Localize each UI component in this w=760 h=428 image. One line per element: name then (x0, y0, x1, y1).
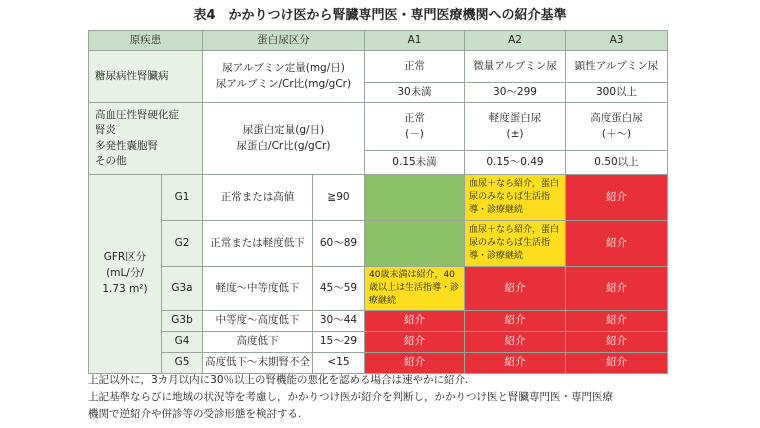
other-a1-sub: (－) (405, 127, 424, 140)
other-a3-range: 0.50以上 (566, 151, 668, 175)
other-a1-range: 0.15未満 (365, 151, 465, 175)
diabetes-a1-range: 30未満 (365, 83, 465, 103)
cell-g4-a1: 紹介 (365, 332, 465, 353)
gfr-label-2: (mL/分/ (106, 267, 144, 280)
cell-g2-a2: 血尿＋なら紹介，蛋白尿のみならば生活指導・診療継続 (465, 221, 566, 267)
header-a1: A1 (365, 31, 465, 51)
other-a3-label: 高度蛋白尿 (590, 111, 643, 124)
gfr-row-g1 (89, 175, 668, 221)
header-a2: A2 (465, 31, 566, 51)
diabetes-row (89, 51, 668, 83)
gfr-row-g5 (89, 353, 668, 374)
other-label (89, 103, 203, 175)
other-a2-name (465, 103, 566, 151)
referral-criteria-table (88, 30, 668, 374)
footnote-line-1: 上記以外に，3カ月以内に30％以上の腎機能の悪化を認める場合は速やかに紹介. (88, 374, 469, 386)
other-a1-name (365, 103, 465, 151)
gfr-range: 60～89 (313, 221, 365, 267)
gfr-desc: 正常または高値 (203, 175, 313, 221)
diabetes-measure-1: 尿アルブミン定量(mg/日) (222, 61, 345, 74)
cell-g3b-a1: 紹介 (365, 311, 465, 332)
diabetes-a3-name: 顕性アルブミン尿 (566, 51, 668, 83)
gfr-range: <15 (313, 353, 365, 374)
other-a1-label: 正常 (404, 111, 425, 124)
other-label-2: 腎炎 (95, 124, 116, 137)
gfr-grade: G3b (162, 311, 203, 332)
footnote-line-2: 上記基準ならびに地域の状況等を考慮し，かかりつけ医が紹介を判断し，かかりつけ医と腎臓専門医・専門医療 (88, 391, 613, 403)
gfr-label-1: GFR区分 (103, 251, 147, 264)
gfr-desc: 軽度～中等度低下 (203, 267, 313, 311)
gfr-desc: 高度低下 (203, 332, 313, 353)
cell-g1-a2: 血尿＋なら紹介，蛋白尿のみならば生活指導・診療継続 (465, 175, 566, 221)
cell-g4-a2: 紹介 (465, 332, 566, 353)
header-protein: 蛋白尿区分 (203, 31, 365, 51)
header-row (89, 31, 668, 51)
gfr-grade: G2 (162, 221, 203, 267)
gfr-range: 15～29 (313, 332, 365, 353)
header-disease: 原疾患 (89, 31, 203, 51)
cell-g5-a1: 紹介 (365, 353, 465, 374)
cell-g3b-a2: 紹介 (465, 311, 566, 332)
diabetes-label: 糖尿病性腎臓病 (89, 51, 203, 103)
gfr-row-g3b (89, 311, 668, 332)
gfr-range: 30～44 (313, 311, 365, 332)
diabetes-a2-range: 30～299 (465, 83, 566, 103)
cell-g5-a3: 紹介 (566, 353, 668, 374)
other-label-3: 多発性囊胞腎 (95, 139, 158, 152)
diabetes-measure (203, 51, 365, 103)
cell-g3b-a3: 紹介 (566, 311, 668, 332)
footnote-line-3: 機関で逆紹介や併診等の受診形態を検討する. (88, 408, 302, 420)
diabetes-a1-name: 正常 (365, 51, 465, 83)
gfr-label (89, 175, 162, 374)
gfr-range: 45～59 (313, 267, 365, 311)
gfr-grade: G4 (162, 332, 203, 353)
cell-g3a-a3: 紹介 (566, 267, 668, 311)
cell-g4-a3: 紹介 (566, 332, 668, 353)
gfr-row-g4 (89, 332, 668, 353)
other-row (89, 103, 668, 151)
other-label-4: その他 (95, 154, 127, 167)
other-a2-range: 0.15～0.49 (465, 151, 566, 175)
gfr-desc: 中等度～高度低下 (203, 311, 313, 332)
diabetes-a3-range: 300以上 (566, 83, 668, 103)
cell-g2-a1 (365, 221, 465, 267)
table-title: 表4 かかりつけ医から腎臓専門医・専門医療機関への紹介基準 (193, 8, 567, 23)
gfr-desc: 高度低下～末期腎不全 (203, 353, 313, 374)
cell-g3a-a1: 40歳未満は紹介，40歳以上は生活指導・診療継続 (365, 267, 465, 311)
other-a3-name (566, 103, 668, 151)
other-measure-1: 尿蛋白定量(g/日) (242, 123, 325, 136)
other-measure-2: 尿蛋白/Cr比(g/gCr) (236, 139, 331, 152)
gfr-row-g3a (89, 267, 668, 311)
other-label-1: 高血圧性腎硬化症 (95, 109, 179, 122)
other-a2-sub: (±) (506, 127, 524, 140)
diabetes-measure-2: 尿アルブミン/Cr比(mg/gCr) (215, 77, 352, 90)
gfr-grade: G3a (162, 267, 203, 311)
gfr-grade: G1 (162, 175, 203, 221)
gfr-range: ≧90 (313, 175, 365, 221)
diabetes-a2-name: 微量アルブミン尿 (465, 51, 566, 83)
gfr-label-3: 1.73 m²) (102, 282, 148, 295)
gfr-row-g2 (89, 221, 668, 267)
other-a3-sub: (＋～) (601, 127, 632, 140)
cell-g1-a3: 紹介 (566, 175, 668, 221)
cell-g5-a2: 紹介 (465, 353, 566, 374)
cell-g3a-a2: 紹介 (465, 267, 566, 311)
other-a2-label: 軽度蛋白尿 (488, 111, 542, 124)
cell-g2-a3: 紹介 (566, 221, 668, 267)
other-measure (203, 103, 365, 175)
header-a3: A3 (566, 31, 668, 51)
footnotes (88, 372, 688, 423)
gfr-desc: 正常または軽度低下 (203, 221, 313, 267)
gfr-grade: G5 (162, 353, 203, 374)
cell-g1-a1 (365, 175, 465, 221)
